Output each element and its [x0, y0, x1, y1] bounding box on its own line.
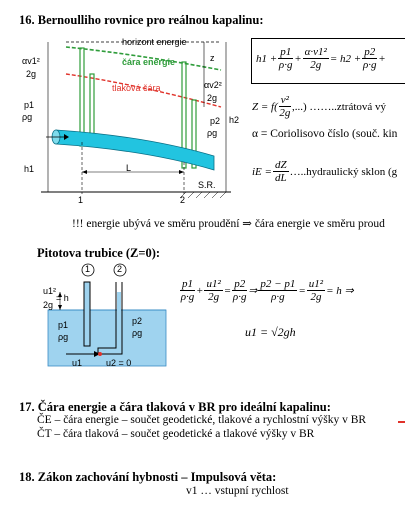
loss-fraction: $\frac{\text{v²}}{2g}$ — [279, 94, 291, 119]
section-18-line-v1: v1 … vstupní rychlost — [186, 485, 289, 497]
label-z: z — [210, 53, 215, 63]
label-tlakova-cara: tlaková čára — [112, 83, 161, 93]
pitot-diagram — [38, 262, 168, 370]
pe-plus: + — [196, 284, 204, 297]
pitot-p1-den: ρg — [58, 332, 69, 342]
bernoulli-equation — [256, 46, 386, 71]
eq-plus: + — [294, 52, 302, 65]
pitot-u2: u2 = 0 — [106, 358, 132, 368]
pitot-eq-h: = h — [56, 293, 69, 303]
pe-diff-fraction: $\frac{p2 - p1}{\rho\cdot g}$ — [260, 278, 296, 303]
label-cara-energie: čára energie — [122, 57, 176, 67]
label-alpha-v1: αv1² — [22, 56, 40, 66]
label-horizont-energie: horizont energie — [122, 37, 187, 47]
pe-u-fraction: $\frac{\text{u1²}}{2g}$ — [206, 278, 221, 303]
pitot-p2: p2 — [132, 316, 143, 326]
pe-u2-fraction: $\frac{\text{u1²}}{2g}$ — [308, 278, 324, 303]
label-section-1: 1 — [78, 195, 84, 205]
pitot-p1: p1 — [58, 320, 69, 330]
label-h1: h1 — [24, 164, 35, 174]
label-alpha-v2-den: 2g — [207, 93, 218, 103]
eq-p1-fraction: $\frac{p1}{\rho\cdot g}$ — [278, 46, 293, 71]
loss-formula — [252, 94, 386, 119]
loss-tail: ,...) ……..ztrátová vý — [291, 100, 387, 113]
loss-lhs: Z = f( — [252, 100, 278, 113]
section-17-heading: 17. Čára energie a čára tlaková v BR pro ideální kapalinu: — [19, 400, 331, 414]
pe-eq: = — [223, 284, 232, 297]
label-h2: h2 — [229, 115, 240, 125]
ie-fraction: $\frac{dZ}{dL}$ — [274, 159, 287, 184]
pitot-equation — [179, 278, 354, 303]
ie-tail: …..hydraulický sklon (g — [289, 165, 398, 178]
section-18-heading: 18. Zákon zachování hybnosti – Impulsová věta: — [19, 470, 277, 484]
label-p1: p1 — [24, 100, 35, 110]
hydraulic-slope — [252, 159, 397, 184]
eq-alpha-fraction: $\frac{\text{α·v1²}}{2g}$ — [304, 46, 327, 71]
label-p2-den: ρg — [207, 128, 218, 138]
pitot-tube-1-label: 1 — [85, 264, 91, 274]
label-p2: p2 — [210, 116, 221, 126]
ie-lhs: iE = — [252, 165, 272, 178]
energy-note: !!! energie ubývá ve směru proudění ⇒ čára energie ve směru proud — [72, 218, 385, 230]
eq-equals: = h2 + — [329, 52, 362, 65]
pitot-u1sq: u1² — [43, 286, 57, 296]
label-alpha-v1-den: 2g — [26, 69, 37, 79]
pe-p2-fraction: $\frac{p2}{\rho\cdot g}$ — [232, 278, 247, 303]
label-alpha-v2: αv2² — [204, 80, 222, 90]
pitot-velocity-equation: u1 = √2gh — [245, 325, 296, 339]
label-L: L — [126, 163, 132, 173]
section-16-heading: 16. Bernoulliho rovnice pro reálnou kapalinu: — [19, 13, 264, 27]
pitot-u1sq-den: 2g — [43, 300, 54, 310]
eq-p2-fraction: $\frac{p2}{\rho\cdot g}$ — [362, 46, 377, 71]
eq-trail: + — [378, 52, 386, 65]
section-17-red-dash — [398, 421, 405, 423]
label-section-2: 2 — [180, 195, 186, 205]
pitot-p2-den: ρg — [132, 328, 143, 338]
label-sr: S.R. — [198, 180, 216, 190]
pitot-tube-2-label: 2 — [117, 264, 123, 274]
pe-p1-fraction: $\frac{p1}{\rho\cdot g}$ — [180, 278, 195, 303]
section-17-line-ce: ČE – čára energie – součet geodetické, tlakové a rychlostní výšky v BR — [37, 414, 367, 426]
pe-implies: ⇒ — [248, 285, 258, 297]
pitot-heading: Pitotova trubice (Z=0): — [37, 246, 161, 260]
eq-lhs: h1 + — [256, 52, 278, 65]
pe-eq2: = — [298, 284, 306, 297]
section-17-line-ct: ČT – čára tlaková – součet geodetické a tlakové výšky v BR — [37, 428, 315, 440]
label-p1-den: ρg — [22, 112, 33, 122]
alpha-definition: α = Coriolisovo číslo (souč. kin — [252, 128, 398, 140]
pitot-u1: u1 — [72, 358, 83, 368]
pe-tail: = h ⇒ — [326, 285, 354, 297]
